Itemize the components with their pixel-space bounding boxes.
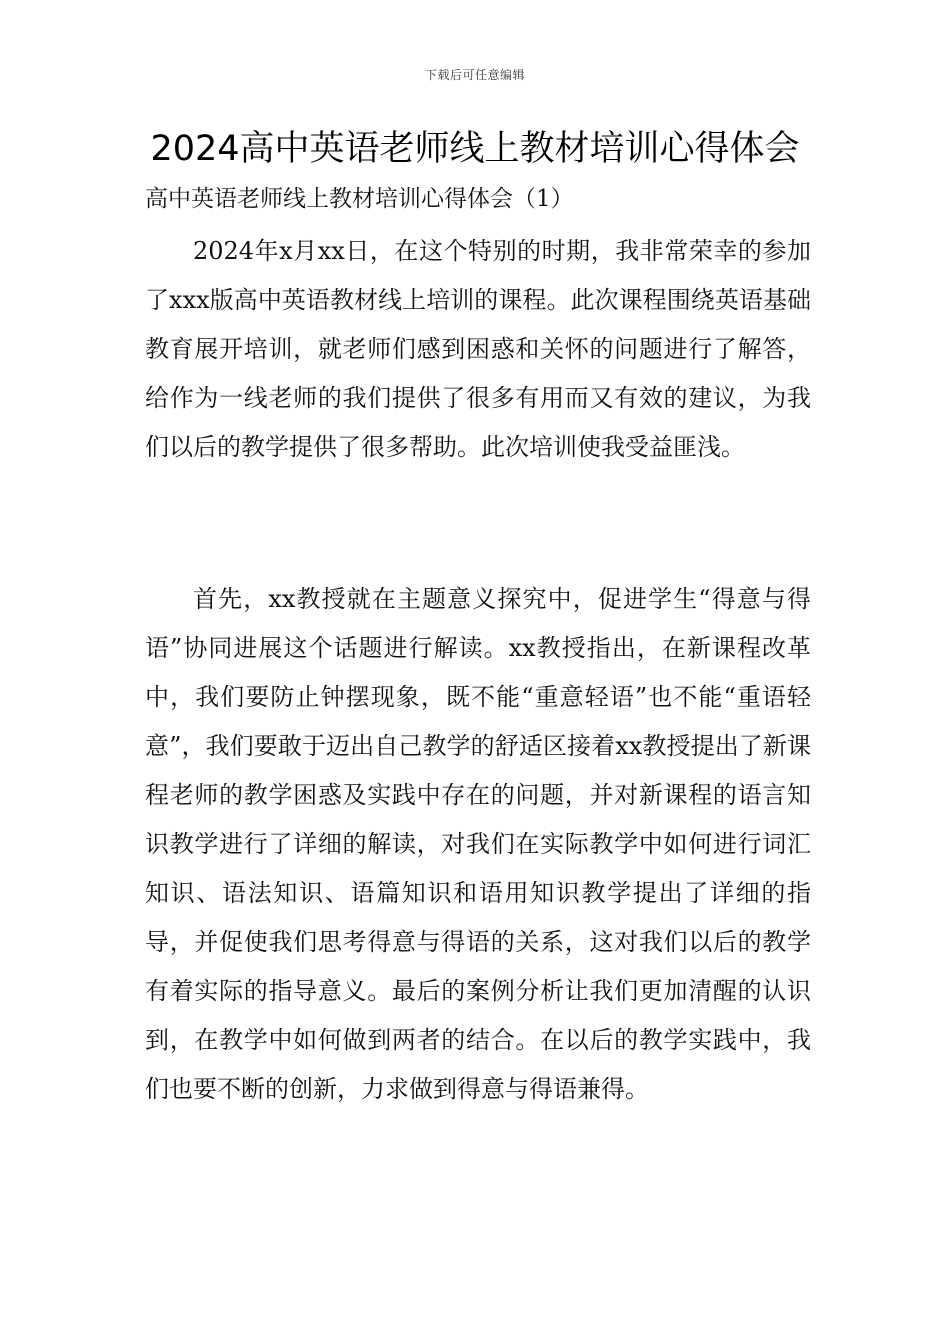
paragraph-1: 2024年x月xx日，在这个特别的时期，我非常荣幸的参加了xxx版高中英语教材线上培训的课程。此次课程围绕英语基础教育展开培训，就老师们感到困惑和关怀的问题进行了解答，给作为一线老师的我们提供了很多有用而又有效的建议，为我们以后的教学提供了很多帮助。此次培训使我受益匪浅。: [145, 237, 811, 461]
document-title: 2024高中英语老师线上教材培训心得体会: [150, 129, 800, 169]
header-note: 下载后可任意编辑: [424, 68, 525, 82]
document-subtitle: 高中英语老师线上教材培训心得体会（1）: [145, 186, 574, 212]
paragraph-2: 首先，xx教授就在主题意义探究中，促进学生“得意与得语”协同进展这个话题进行解读。xx教授指出，在新课程改革中，我们要防止钟摆现象，既不能“重意轻语”也不能“重语轻意”，我们要敢于迈出自己教学的舒适区接着xx教授提出了新课程老师的教学困惑及实践中存在的问题，并对新课程的语言知识教学进行了详细的解读，对我们在实际教学中如何进行词汇知识、语法知识、语篇知识和语用知识教学提出了详细的指导，并促使我们思考得意与得语的关系，这对我们以后的教学有着实际的指导意义。最后的案例分析让我们更加清醒的认识到，在教学中如何做到两者的结合。在以后的教学实践中，我们也要不断的创新，力求做到得意与得语兼得。: [145, 585, 811, 1103]
